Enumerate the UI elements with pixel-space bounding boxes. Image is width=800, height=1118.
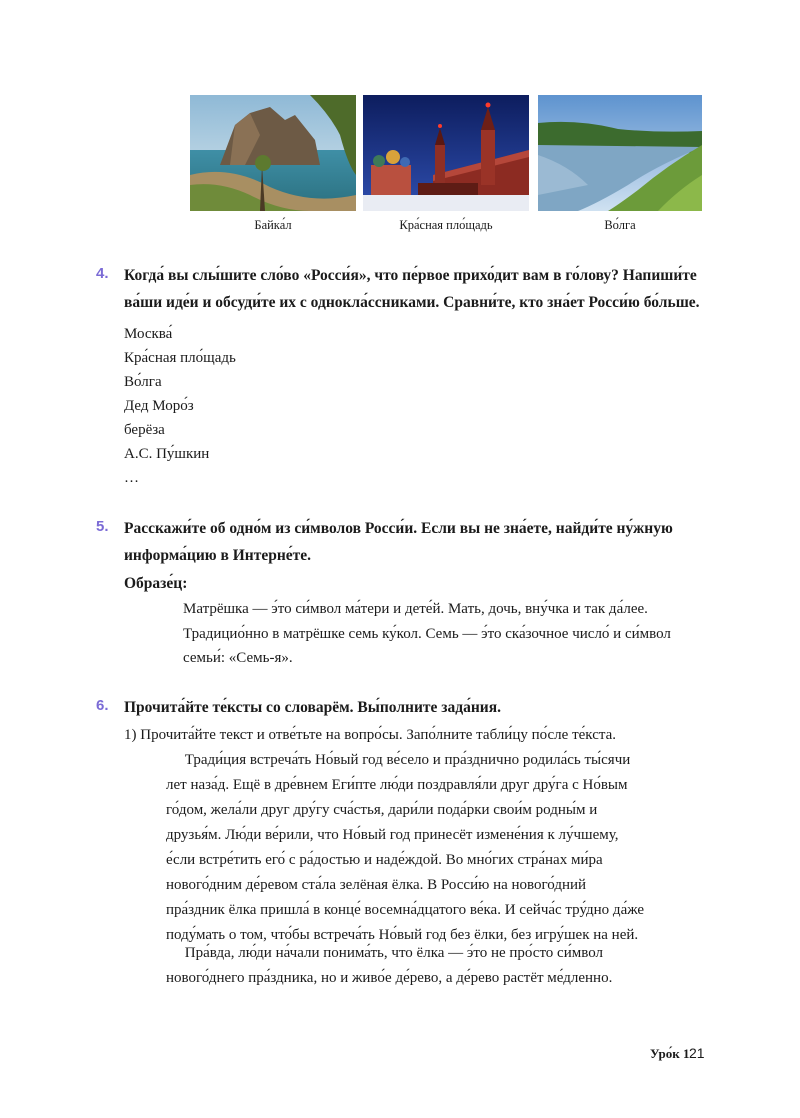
task-4-instruction [124,262,724,316]
subtask-1: 1) Прочита́йте текст и отве́тьте на вопро́сы. Запо́лните табли́цу по́сле те́кста. [124,727,616,743]
list-item: берёза [124,422,165,438]
text-line: нового́дним де́ревом ста́ла зелёная ёлка. В Росси́ю на нового́дний [166,877,587,893]
task-5-line-2: информа́цию в Интерне́те. [124,547,312,564]
list-item: Дед Моро́з [124,398,194,414]
task-6-instruction: Прочита́йте те́ксты со словарём. Вы́полните зада́ния. [124,699,501,716]
page-number: 21 [689,1045,705,1061]
text-line: Пра́вда, лю́ди на́чали понима́ть, что ёлка — э́то не про́сто си́мвол [166,945,603,961]
task-4-line-1: Когда́ вы слы́шите сло́во «Росси́я», что пе́рвое прихо́дит вам в го́лову? Напиши́те [124,267,697,284]
list-item: Кра́сная пло́щадь [124,350,236,366]
text-line: лет наза́д. Ещё в дре́внем Еги́пте лю́ди поздравля́ли друг дру́га с Но́вым [166,777,628,793]
list-item: А.С. Пу́шкин [124,446,210,462]
sample-text [183,597,703,671]
list-item: Во́лга [124,374,162,390]
list-item: Москва́ [124,326,173,342]
task-4-line-2: ва́ши иде́и и обсуди́те их с однокла́ссниками. Сравни́те, кто зна́ет Росси́ю бо́льше. [124,294,700,311]
sample-label: Образе́ц: [124,575,188,592]
sample-line: семьи́: «Семь-я». [183,650,293,666]
baikal-photo [190,95,356,211]
baikal-caption: Байка́л [254,218,292,232]
task-4-number: 4. [96,265,109,282]
list-item: … [124,470,139,486]
text-line: е́сли встре́тить его́ с ра́достью и наде́ждой. Во мно́гих стра́нах ми́ра [166,852,603,868]
task-6-number: 6. [96,697,109,714]
red-square-caption: Кра́сная пло́щадь [399,218,493,232]
volga-photo [538,95,702,211]
text-line: нового́днего пра́здника, но и живо́е де́рево, а де́рево растёт ме́дленно. [166,970,613,986]
text-line: пра́здник ёлка пришла́ в конце́ восемна́дцатого ве́ка. И сейча́с тру́дно да́же [166,902,645,918]
text-line: друзья́м. Лю́ди ве́рили, что Но́вый год принесёт измене́ния к лу́чшему, [166,827,619,843]
task-5-number: 5. [96,518,109,535]
text-line: Тради́ция встреча́ть Но́вый год ве́село и пра́зднично родила́сь ты́сячи [166,752,631,768]
sample-line: Традицио́нно в матрёшке семь ку́кол. Семь — э́то ска́зочное число́ и си́мвол [183,625,671,642]
red-square-photo [363,95,529,211]
text-line: поду́мать о том, что́бы встреча́ть Но́вый год без ёлки, без игру́шек на ней. [166,927,639,943]
task-5-instruction [124,515,724,569]
volga-caption: Во́лга [604,218,636,232]
text-line: го́дом, жела́ли друг дру́гу сча́стья, дари́ли пода́рки свои́м родны́м и [166,802,598,818]
lesson-label: Уро́к 1 [650,1046,690,1061]
sample-line: Матрёшка — э́то си́мвол ма́тери и дете́й. Мать, дочь, вну́чка и так да́лее. [183,601,648,617]
task-5-line-1: Расскажи́те об одно́м из си́мволов Росси́и. Если вы не зна́ете, найди́те ну́жную [124,520,673,537]
